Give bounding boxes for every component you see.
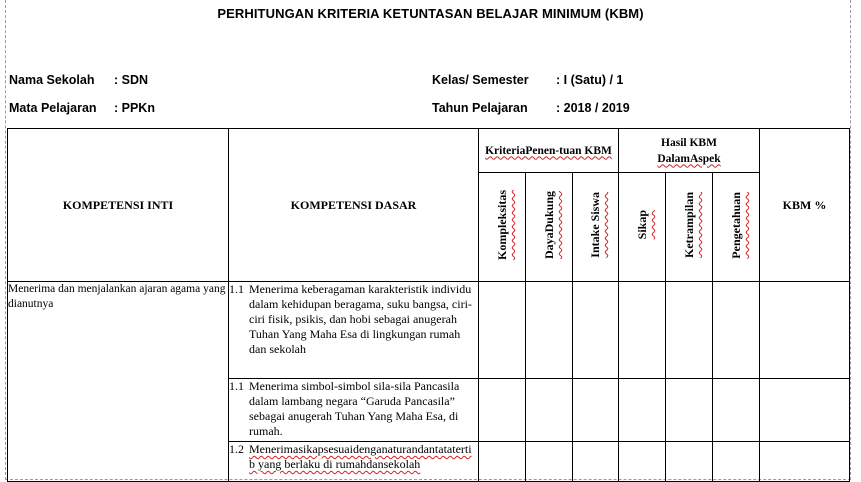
ketrampilan-cell xyxy=(666,442,713,482)
daya-dukung-cell xyxy=(526,379,573,442)
ketrampilan-label: Ketrampilan xyxy=(681,192,696,258)
subject-value: : PPKn xyxy=(114,101,155,115)
sikap-cell xyxy=(619,379,666,442)
kd-cell xyxy=(229,442,479,482)
kbm-table xyxy=(7,128,850,482)
header-daya-dukung xyxy=(526,173,573,282)
sikap-cell xyxy=(619,282,666,379)
sikap-cell xyxy=(619,442,666,482)
table-row xyxy=(8,282,850,379)
daya-dukung-label: DayaDukung xyxy=(541,190,556,260)
pengetahuan-cell xyxy=(713,379,760,442)
kd-number: 1.1 xyxy=(229,282,244,296)
intake-siswa-cell xyxy=(573,379,619,442)
kbm-percent-cell xyxy=(760,442,850,482)
pengetahuan-cell xyxy=(713,442,760,482)
subject-label: Mata Pelajaran xyxy=(9,101,97,115)
ki-cell: Menerima dan menjalankan ajaran agama yang dianutnya xyxy=(8,282,229,482)
header-sikap xyxy=(619,173,666,282)
kd-cell xyxy=(229,282,479,379)
kd-number: 1.1 xyxy=(229,379,244,393)
daya-dukung-cell xyxy=(526,442,573,482)
pengetahuan-cell xyxy=(713,282,760,379)
header-intake-siswa xyxy=(573,173,619,282)
hasil-line1: Hasil KBM xyxy=(661,136,717,149)
header-ketrampilan xyxy=(666,173,713,282)
class-label: Kelas/ Semester xyxy=(432,73,529,87)
header-kompetensi-inti: KOMPETENSI INTI xyxy=(8,129,229,282)
pengetahuan-label: Pengetahuan xyxy=(728,191,743,259)
header-kbm-percent: KBM % xyxy=(760,129,850,282)
school-label: Nama Sekolah xyxy=(9,73,95,87)
kriteria-group-label: KriteriaPenen-tuan KBM xyxy=(485,144,612,157)
kd-text: Menerima keberagaman karakteristik individu dalam kehidupan beragama, suku bangsa, ciri-ciri fisik, psikis, dan hobi sebagai anugerah Tuhan Yang Maha Esa di lingkungan rumah dan sekolah xyxy=(249,282,472,356)
kompleksitas-cell xyxy=(479,282,526,379)
kbm-percent-cell xyxy=(760,379,850,442)
kompleksitas-cell xyxy=(479,379,526,442)
header-kriteria-group xyxy=(479,129,619,173)
daya-dukung-cell xyxy=(526,282,573,379)
intake-siswa-cell xyxy=(573,442,619,482)
class-value: : I (Satu) / 1 xyxy=(556,73,624,87)
kd-text: Menerima simbol-simbol sila-sila Pancasila dalam lambang negara “Garuda Pancasila” sebagai anugerah Tuhan Yang Maha Esa, di rumah. xyxy=(249,379,460,438)
kbm-percent-cell xyxy=(760,282,850,379)
school-value: : SDN xyxy=(114,73,149,87)
year-value: : 2018 / 2019 xyxy=(556,101,630,115)
kompleksitas-label: Kompleksitas xyxy=(494,189,509,260)
kd-number: 1.2 xyxy=(229,442,244,456)
header-kompleksitas xyxy=(479,173,526,282)
header-pengetahuan xyxy=(713,173,760,282)
intake-siswa-cell xyxy=(573,282,619,379)
document-title: PERHITUNGAN KRITERIA KETUNTASAN BELAJAR MINIMUM (KBM) xyxy=(217,6,644,21)
kd-cell xyxy=(229,379,479,442)
ketrampilan-cell xyxy=(666,282,713,379)
ketrampilan-cell xyxy=(666,379,713,442)
intake-siswa-label: Intake Siswa xyxy=(588,192,602,258)
kompleksitas-cell xyxy=(479,442,526,482)
sikap-label: Sikap xyxy=(634,210,649,240)
kd-text: Menerimasikapsesuaidenganaturandantataterti b yang berlaku di rumahdansekolah xyxy=(249,442,472,471)
year-label: Tahun Pelajaran xyxy=(432,101,528,115)
header-hasil-group xyxy=(619,129,760,173)
header-kompetensi-dasar: KOMPETENSI DASAR xyxy=(229,129,479,282)
hasil-line2: DalamAspek xyxy=(657,152,721,165)
